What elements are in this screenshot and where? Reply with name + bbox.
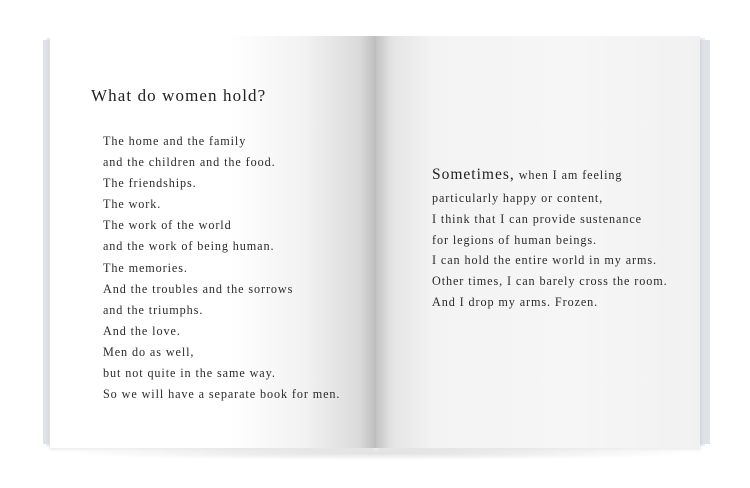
poem-line: but not quite in the same way.: [103, 366, 276, 381]
poem-line: The friendships.: [103, 176, 197, 191]
poem-line: and the work of being human.: [103, 239, 275, 254]
book-gutter: [360, 36, 390, 448]
left-page-stack-edge-inner: [43, 40, 49, 444]
poem-line: and the triumphs.: [103, 302, 204, 317]
poem-line: I think that I can provide sustenance: [432, 211, 642, 226]
right-page-lead-word: Sometimes,: [432, 166, 515, 183]
poem-line: And the love.: [103, 323, 181, 338]
right-page-poem: [432, 162, 668, 313]
book-floor-shadow: [60, 446, 700, 460]
poem-line: The work.: [103, 197, 162, 212]
left-page-poem: [103, 131, 340, 405]
right-page-stack-edge-inner: [700, 40, 710, 444]
poem-line: The memories.: [103, 260, 188, 275]
poem-line: And I drop my arms. Frozen.: [432, 294, 599, 309]
right-page-first-line: [432, 162, 668, 188]
poem-line: and the children and the food.: [103, 155, 276, 170]
poem-line: The home and the family: [103, 134, 247, 148]
poem-line: Men do as well,: [103, 344, 195, 359]
right-page-lines: [432, 188, 668, 313]
poem-line: I can hold the entire world in my arms.: [432, 253, 657, 268]
poem-line: The work of the world: [103, 218, 232, 233]
right-page-first-line-text: when I am feeling: [514, 168, 623, 182]
poem-line: So we will have a separate book for men.: [103, 387, 341, 402]
poem-line: Other times, I can barely cross the room.: [432, 274, 668, 289]
left-page-title: What do women hold?: [91, 86, 267, 105]
poem-line: And the troubles and the sorrows: [103, 281, 294, 296]
poem-line: particularly happy or content,: [432, 191, 604, 205]
poem-line: for legions of human beings.: [432, 232, 597, 247]
